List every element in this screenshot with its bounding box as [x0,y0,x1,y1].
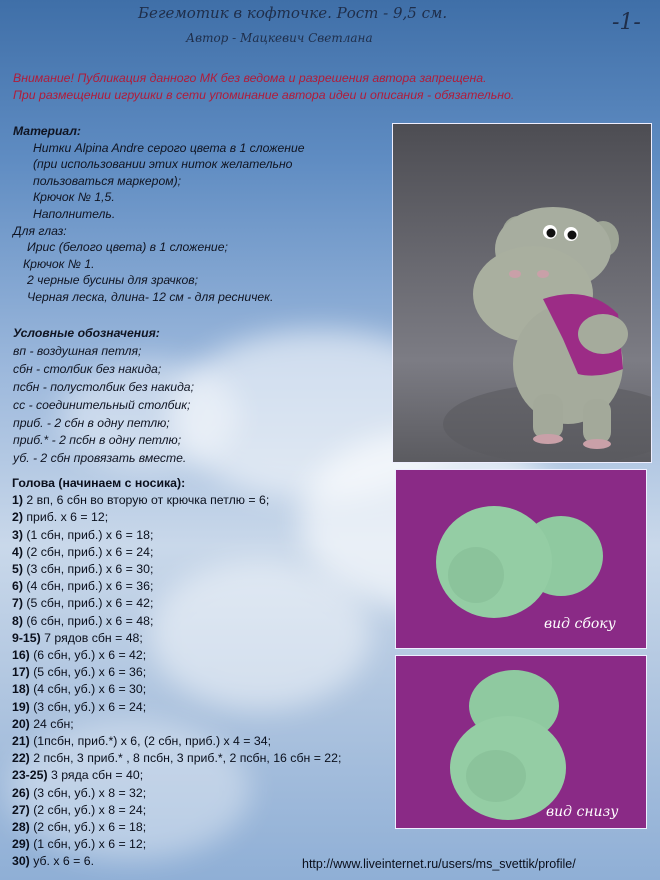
row-number: 18) [12,682,30,697]
row-number: 9-15) [12,630,41,645]
materials-heading: Материал: [13,124,81,138]
eyes-item: Черная леска, длина- 12 см - для ресничек. [27,289,274,304]
eyes-heading: Для глаз: [13,223,67,238]
page-title: Бегемотик в кофточке. Рост - 9,5 см. [138,4,448,22]
legend-item: уб. - 2 сбн провязать вместе. [13,451,187,466]
instruction-row [12,613,402,630]
materials-section [13,123,383,306]
row-text: 3 ряда сбн = 40; [50,768,144,783]
row-text: (1псбн, приб.*) х 6, (2 сбн, приб.) х 4 = 34; [33,734,271,749]
eyes-item: 2 черные бусины для зрачков; [27,273,198,288]
row-text: (5 сбн, приб.) х 6 = 42; [26,596,154,611]
footer-url[interactable]: http://www.liveinternet.ru/users/ms_svettik/profile/ [302,857,576,871]
row-number: 23-25) [12,768,48,783]
row-text: (5 сбн, уб.) х 6 = 36; [33,665,147,680]
hippo-illustration [393,124,651,462]
materials-item: Крючок № 1,5. [33,190,115,205]
legend-heading: Условные обозначения: [13,326,160,340]
warning-line: При размещении игрушки в сети упоминание автора идеи и описания - обязательно. [13,88,515,102]
legend-item: псбн - полустолбик без накида; [13,379,194,394]
instruction-row [12,767,402,784]
row-number: 8) [12,613,23,628]
legend-item: вп - воздушная петля; [13,343,142,358]
hippo-photo [392,123,652,463]
row-number: 27) [12,802,30,817]
row-number: 17) [12,665,30,680]
materials-item: пользоваться маркером); [33,173,182,188]
row-number: 29) [12,837,30,852]
side-view-caption: вид сбоку [544,616,616,632]
row-number: 16) [12,648,30,663]
instruction-row [12,716,402,733]
row-number: 5) [12,562,23,577]
instruction-row [12,785,402,802]
row-number: 6) [12,579,23,594]
eyes-item: Ирис (белого цвета) в 1 сложение; [27,240,228,255]
warning-line: Внимание! Публикация данного МК без ведома и разрешения автора запрещена. [13,71,487,85]
instruction-rows [12,492,402,870]
legend-item: приб. - 2 сбн в одну петлю; [13,415,170,430]
row-number: 1) [12,493,23,508]
eyes-item: Крючок № 1. [23,256,95,271]
row-text: (3 сбн, уб.) х 6 = 24; [33,699,147,714]
instruction-row [12,664,402,681]
legend-item: сс - соединительный столбик; [13,397,191,412]
row-number: 22) [12,751,30,766]
row-text: приб. х 6 = 12; [26,510,109,525]
row-text: (6 сбн, уб.) х 6 = 42; [33,648,147,663]
row-text: (6 сбн, приб.) х 6 = 48; [26,613,154,628]
row-text: 24 сбн; [33,716,74,731]
instruction-row [12,699,402,716]
row-number: 4) [12,544,23,559]
row-number: 21) [12,734,30,749]
bottom-view-caption: вид снизу [546,804,619,820]
materials-item: Наполнитель. [33,206,116,221]
row-number: 30) [12,854,30,869]
row-text: (2 сбн, уб.) х 8 = 24; [33,802,147,817]
instruction-row [12,681,402,698]
instruction-row [12,527,402,544]
instruction-row [12,509,402,526]
row-number: 19) [12,699,30,714]
row-number: 7) [12,596,23,611]
legend-section [13,325,383,468]
row-text: (1 сбн, приб.) х 6 = 18; [26,527,154,542]
row-text: (2 сбн, приб.) х 6 = 24; [26,544,154,559]
row-text: 2 вп, 6 сбн во вторую от крючка петлю = 6; [26,493,270,508]
instruction-row [12,802,402,819]
head-bottom-view [396,656,646,828]
copyright-warning [13,70,643,104]
bottom-view-photo [395,655,647,829]
row-number: 28) [12,820,30,835]
head-heading: Голова (начинаем с носика): [12,476,186,490]
instruction-row [12,647,402,664]
row-number: 2) [12,510,23,525]
legend-item: приб.* - 2 псбн в одну петлю; [13,433,182,448]
instruction-row [12,578,402,595]
row-text: (4 сбн, уб.) х 6 = 30; [33,682,147,697]
materials-item: (при использовании этих ниток желательно [33,157,293,172]
row-text: (3 сбн, уб.) х 8 = 32; [33,785,147,800]
row-text: (3 сбн, приб.) х 6 = 30; [26,562,154,577]
instruction-row [12,630,402,647]
instruction-row [12,836,402,853]
instruction-row [12,544,402,561]
instruction-row [12,733,402,750]
row-text: (4 сбн, приб.) х 6 = 36; [26,579,154,594]
materials-item: Нитки Alpina Andre серого цвета в 1 сложение [33,140,305,155]
page-number: -1- [612,10,641,35]
side-view-photo [395,469,647,649]
head-instructions [12,475,402,871]
row-text: (2 сбн, уб.) х 6 = 18; [33,820,147,835]
author-line: Автор - Мацкевич Светлана [186,31,373,45]
instruction-row [12,595,402,612]
instruction-row [12,561,402,578]
row-text: (1 сбн, уб.) х 6 = 12; [33,837,147,852]
row-number: 26) [12,785,30,800]
legend-item: сбн - столбик без накида; [13,361,162,376]
row-number: 3) [12,527,23,542]
row-text: 2 псбн, 3 приб.* , 8 псбн, 3 приб.*, 2 псбн, 16 сбн = 22; [33,751,342,766]
instruction-row [12,750,402,767]
instruction-row [12,492,402,509]
row-text: 7 рядов сбн = 48; [44,630,143,645]
row-number: 20) [12,716,30,731]
instruction-row [12,819,402,836]
row-text: уб. х 6 = 6. [33,854,95,869]
